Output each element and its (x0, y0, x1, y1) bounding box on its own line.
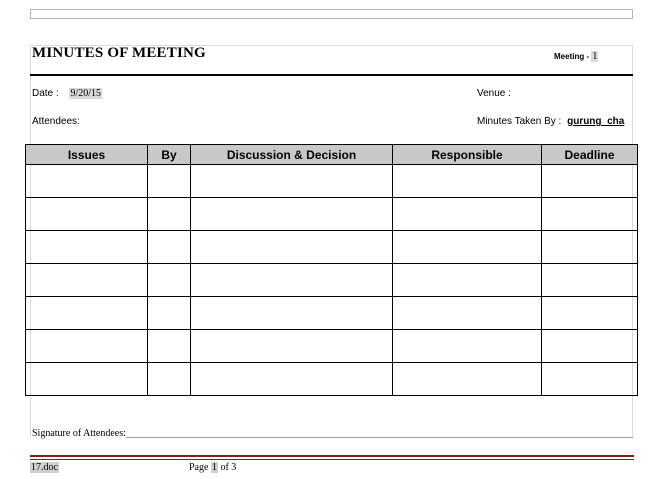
cell-by[interactable] (148, 363, 191, 396)
meeting-number-field[interactable]: 1 (592, 51, 598, 62)
cell-by[interactable] (148, 264, 191, 297)
cell-issues[interactable] (26, 330, 148, 363)
date-label: Date : (32, 88, 59, 99)
cell-discussion-decision[interactable] (191, 198, 393, 231)
page-header-box (30, 9, 633, 19)
date-field[interactable]: 9/20/15 (70, 88, 102, 99)
cell-discussion-decision[interactable] (191, 330, 393, 363)
cell-deadline[interactable] (542, 198, 638, 231)
cell-by[interactable] (148, 231, 191, 264)
cell-issues[interactable] (26, 363, 148, 396)
footer-page-current[interactable]: 1 (211, 462, 217, 473)
table-row (26, 198, 638, 231)
table-row (26, 165, 638, 198)
cell-responsible[interactable] (393, 330, 542, 363)
cell-discussion-decision[interactable] (191, 297, 393, 330)
attendees-label: Attendees: (32, 116, 80, 127)
cell-by[interactable] (148, 198, 191, 231)
table-row (26, 363, 638, 396)
cell-issues[interactable] (26, 165, 148, 198)
header-issues: Issues (26, 145, 148, 165)
cell-deadline[interactable] (542, 165, 638, 198)
minutes-taken-row (477, 116, 624, 127)
cell-discussion-decision[interactable] (191, 363, 393, 396)
title-divider (30, 74, 633, 76)
cell-discussion-decision[interactable] (191, 264, 393, 297)
cell-issues[interactable] (26, 297, 148, 330)
signature-label: Signature of Attendees: (32, 428, 126, 439)
table-row (26, 297, 638, 330)
header-discussion-decision: Discussion & Decision (191, 145, 393, 165)
footer-rule-thin (30, 459, 634, 460)
signature-line[interactable] (126, 437, 633, 438)
cell-by[interactable] (148, 165, 191, 198)
cell-deadline[interactable] (542, 231, 638, 264)
cell-issues[interactable] (26, 264, 148, 297)
cell-deadline[interactable] (542, 363, 638, 396)
footer-rule-thick (30, 455, 634, 457)
table-body (26, 165, 638, 396)
cell-responsible[interactable] (393, 165, 542, 198)
cell-responsible[interactable] (393, 231, 542, 264)
table-row (26, 264, 638, 297)
cell-by[interactable] (148, 330, 191, 363)
meeting-label: Meeting (554, 52, 585, 61)
meeting-separator: - (586, 52, 590, 61)
footer-page-suffix: of 3 (220, 462, 237, 473)
minutes-taken-label: Minutes Taken By : (477, 116, 562, 127)
footer-page-prefix: Page (189, 462, 209, 473)
table-header-row (26, 145, 638, 165)
cell-responsible[interactable] (393, 297, 542, 330)
cell-deadline[interactable] (542, 264, 638, 297)
table-row (26, 330, 638, 363)
cell-responsible[interactable] (393, 198, 542, 231)
cell-deadline[interactable] (542, 330, 638, 363)
minutes-table (25, 144, 638, 396)
cell-issues[interactable] (26, 198, 148, 231)
meeting-number-block (554, 51, 598, 62)
cell-discussion-decision[interactable] (191, 165, 393, 198)
minutes-taken-field[interactable]: gurung_cha (567, 116, 625, 127)
document-title: MINUTES OF MEETING (32, 45, 206, 61)
venue-label: Venue : (477, 88, 511, 99)
date-row (32, 88, 102, 99)
cell-deadline[interactable] (542, 297, 638, 330)
footer-page-number (189, 462, 236, 473)
cell-discussion-decision[interactable] (191, 231, 393, 264)
cell-issues[interactable] (26, 231, 148, 264)
header-deadline: Deadline (542, 145, 638, 165)
footer-filename[interactable]: 17.doc (31, 462, 58, 473)
cell-by[interactable] (148, 297, 191, 330)
header-by: By (148, 145, 191, 165)
table-row (26, 231, 638, 264)
cell-responsible[interactable] (393, 363, 542, 396)
cell-responsible[interactable] (393, 264, 542, 297)
header-responsible: Responsible (393, 145, 542, 165)
